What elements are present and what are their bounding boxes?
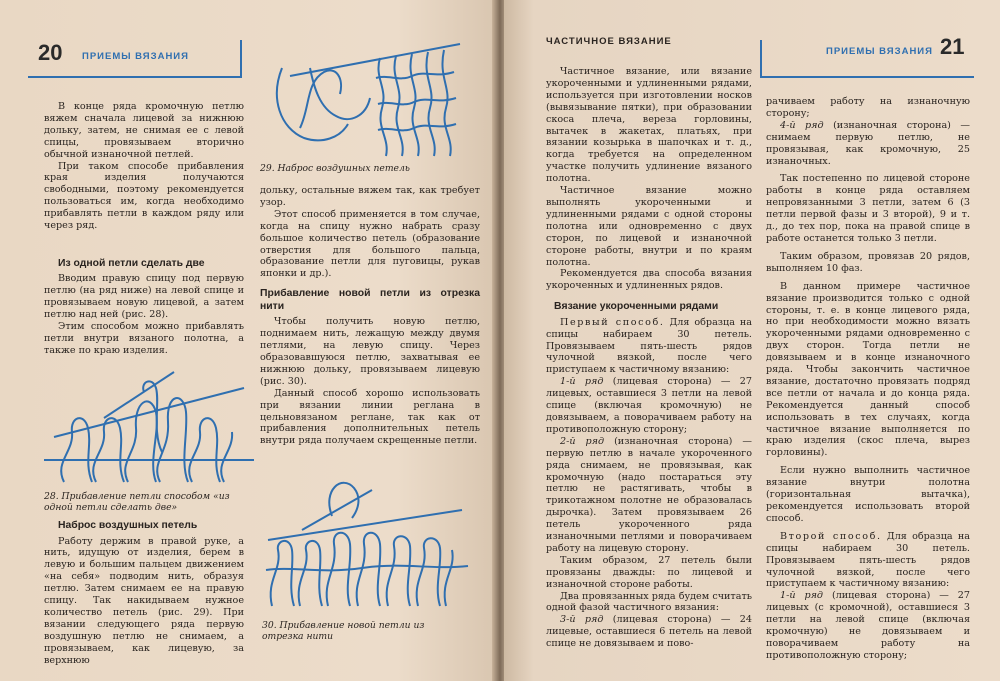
section-heading: Вязание укороченными рядами: [554, 301, 719, 313]
paragraph: Если нужно выполнить частичное вязание внутри полотна (горизонтальная вытачка), рекомендуется использовать второй способ.: [766, 465, 970, 524]
paragraph: Частичное вязание можно выполнять укороченными и удлиненными рядами с одной стороны полотна или одновременно с двух сторон, по лицевой и изнаночной стороне работы, внутри и по краям полотна.: [546, 185, 752, 268]
paragraph: Таким образом, провязав 20 рядов, выполняем 10 фаз.: [766, 250, 970, 274]
paragraph: дольку, остальные вяжем так, как требует узор.: [260, 185, 480, 208]
paragraph: Для образца на спицы набираем 30 петель. Провязываем пять-шесть рядов чулочной вязкой, после чего приступаем к частичному вязанию:: [546, 316, 752, 376]
paragraph: рачиваем работу на изнаночную сторону;: [766, 96, 970, 119]
row-label: 1-й ряд: [560, 376, 604, 388]
col2-text: [766, 96, 970, 662]
paragraph: Чтобы получить новую петлю, поднимаем нить, лежащую между двумя петлями, на левую спицу. Через образовавшуюся петлю, захватывая ее нижнюю дольку, провязываем лицевую (рис. 30).: [260, 316, 480, 387]
paragraph: Частичное вязание, или вязание укороченными и удлиненными рядами, используется при изготовлении носков (вывязывание пятки), при образовании скоса плеча, вереза горловины, вытачек в жакетах, платьях, при вязании козырька в шапочках и т. д., когда требуется на определенном участке получить удлинение вязаного полотна.: [546, 66, 752, 185]
header-rule-vertical: [760, 40, 762, 77]
col1-intro: [44, 101, 244, 357]
fig28-caption: 28. Прибавление петли способом «из одной петли сделать две»: [44, 491, 230, 513]
paragraph: Данный способ хорошо использовать при вязании линии реглана в цельновязаном реглане, так как от прибавления дополнительных петель внутри ряда получаем скрещенные петли.: [260, 387, 480, 447]
section-heading: Прибавление новой петли из отрезка нити: [260, 288, 480, 312]
paragraph: Два провязанных ряда будем считать одной фазой частичного вязания:: [546, 590, 752, 614]
paragraph: Рекомендуется два способа вязания укороченных и удлиненных рядов.: [546, 268, 752, 292]
paragraph: Так постепенно по лицевой стороне работы в конце ряда оставляем непровязанными 3 петли, затем 6 (3 петли первой фазы и 3 второй), 9 и т. д., до тех пор, пока на правой спице в работе останется только 3 петли.: [766, 173, 970, 244]
paragraph: (лицевая сторона) — 27 лицевых (с кромочной), оставшиеся 3 петли на левой спице (включая кромочную) не довязываем и поворачиваем работу на противоположную сторону;: [766, 590, 970, 661]
running-header-left: ЧАСТИЧНОЕ ВЯЗАНИЕ: [546, 36, 672, 47]
paragraph: Этот способ применяется в том случае, когда на спицу нужно набрать сразу большое количество петель (образование отверстия для большого пальца, образование петли для пуговицы, рукав японки и др.).: [260, 208, 480, 280]
fig30-caption: 30. Прибавление новой петли из отрезка нити: [262, 620, 425, 642]
fig29-illustration: [270, 38, 470, 160]
row-label: 2-й ряд: [560, 435, 605, 447]
page-number: 21: [940, 34, 965, 59]
col1-text: [546, 66, 752, 650]
col1-yarn-over: [44, 520, 244, 666]
section-heading: Наброс воздушных петель: [58, 520, 198, 531]
row-label: 1-й ряд: [780, 590, 824, 602]
fig30-illustration: [262, 470, 472, 610]
method-label: Первый способ.: [560, 316, 665, 328]
paragraph: Работу держим в правой руке, а нить, идущую от изделия, берем в левую и большим пальцем движением «на себя» подводим нить, образуя петлю. Затем снимаем ее на правую спицу. Так накидываем нужное количество петель (рис. 29). При вязании следующего ряда первую воздушную петлю не снимаем, а провязываем, как лицевую, за верхнюю: [44, 535, 244, 666]
paragraph: Этим способом можно прибавлять петли внутри вязаного полотна, а также по краю изделия.: [44, 321, 244, 356]
row-label: 3-й ряд: [560, 614, 604, 626]
paragraph: При таком способе прибавления края изделия получаются свободными, поэтому рекомендуется пользоваться им, когда необходимо прибавлять петли в каждом ряду или через ряд.: [44, 160, 244, 232]
header-rule: [760, 76, 974, 78]
fig28-illustration: [44, 362, 254, 487]
fig29-caption: 29. Наброс воздушных петель: [260, 163, 410, 174]
row-label: 4-й ряд: [780, 119, 824, 131]
paragraph: (лицевая сторона) — 24 лицевые, оставшиеся 6 петель на левой спице не довязываем и пово-: [546, 614, 752, 650]
paragraph: (изнаночная сторона) — снимаем первую петлю, не провязывая, как кромочную, 25 изнаночных.: [766, 119, 970, 167]
right-page: [504, 0, 1000, 681]
paragraph: В данном примере частичное вязание производится только с одной стороны, т. е. в конце лицевого ряда, но при необходимости можно вязать укороченными рядами одновременно с двух сторон. Тогда петли не довязываем и в конце изнаночного ряда. Чтобы закончить частичное вязание, достаточно провязать подряд все петли от начала и до конца ряда. Рекомендуется данный способ использовать в тех случаях, когда частичное вязание выполняется по краю изделия (скос плеча, вырез горловины).: [766, 280, 970, 459]
header-rule-vertical: [240, 40, 242, 77]
paragraph: Вводим правую спицу под первую петлю (на ряд ниже) на левой спице и провязываем новую лицевой, а затем петлю над ней (рис. 28).: [44, 273, 244, 321]
paragraph: В конце ряда кромочную петлю вяжем сначала лицевой за нижнюю дольку, затем, не снимая ее с левой спицы, провязываем вторично обычной изнаночной петлей.: [44, 101, 244, 160]
header-rule: [28, 76, 242, 78]
paragraph: (изнаночная сторона) — первую петлю в начале укороченного ряда снимаем, не провязывая, как кромочную (надо постараться эту петлю не растягивать, чтобы в трикотажном полотне не образовалась дырочка). Затем провязываем 26 петель укороченного ряда изнаночными петлями и поворачиваем работу на лицевую сторону.: [546, 435, 752, 554]
page-number: 20: [38, 40, 63, 65]
paragraph: (лицевая сторона) — 27 лицевых, оставшиеся 3 петли на левой спице (включая кромочную) не довязываем, а поворачиваем работу на противоположную сторону;: [546, 376, 752, 435]
paragraph: Таким образом, 27 петель были провязаны дважды: по лицевой и изнаночной стороне работы.: [546, 554, 752, 590]
left-page: [0, 0, 496, 681]
running-header-right: ПРИЕМЫ ВЯЗАНИЯ: [826, 46, 933, 57]
method-label: Второй способ.: [780, 530, 882, 542]
section-heading: Из одной петли сделать две: [58, 257, 205, 269]
col2-text: [260, 185, 480, 447]
paragraph: Для образца на спицы набираем 30 петель. Провязываем пять-шесть рядов чулочной вязкой, после чего приступаем к частичному вязанию:: [766, 530, 970, 590]
running-header: ПРИЕМЫ ВЯЗАНИЯ: [82, 51, 189, 62]
